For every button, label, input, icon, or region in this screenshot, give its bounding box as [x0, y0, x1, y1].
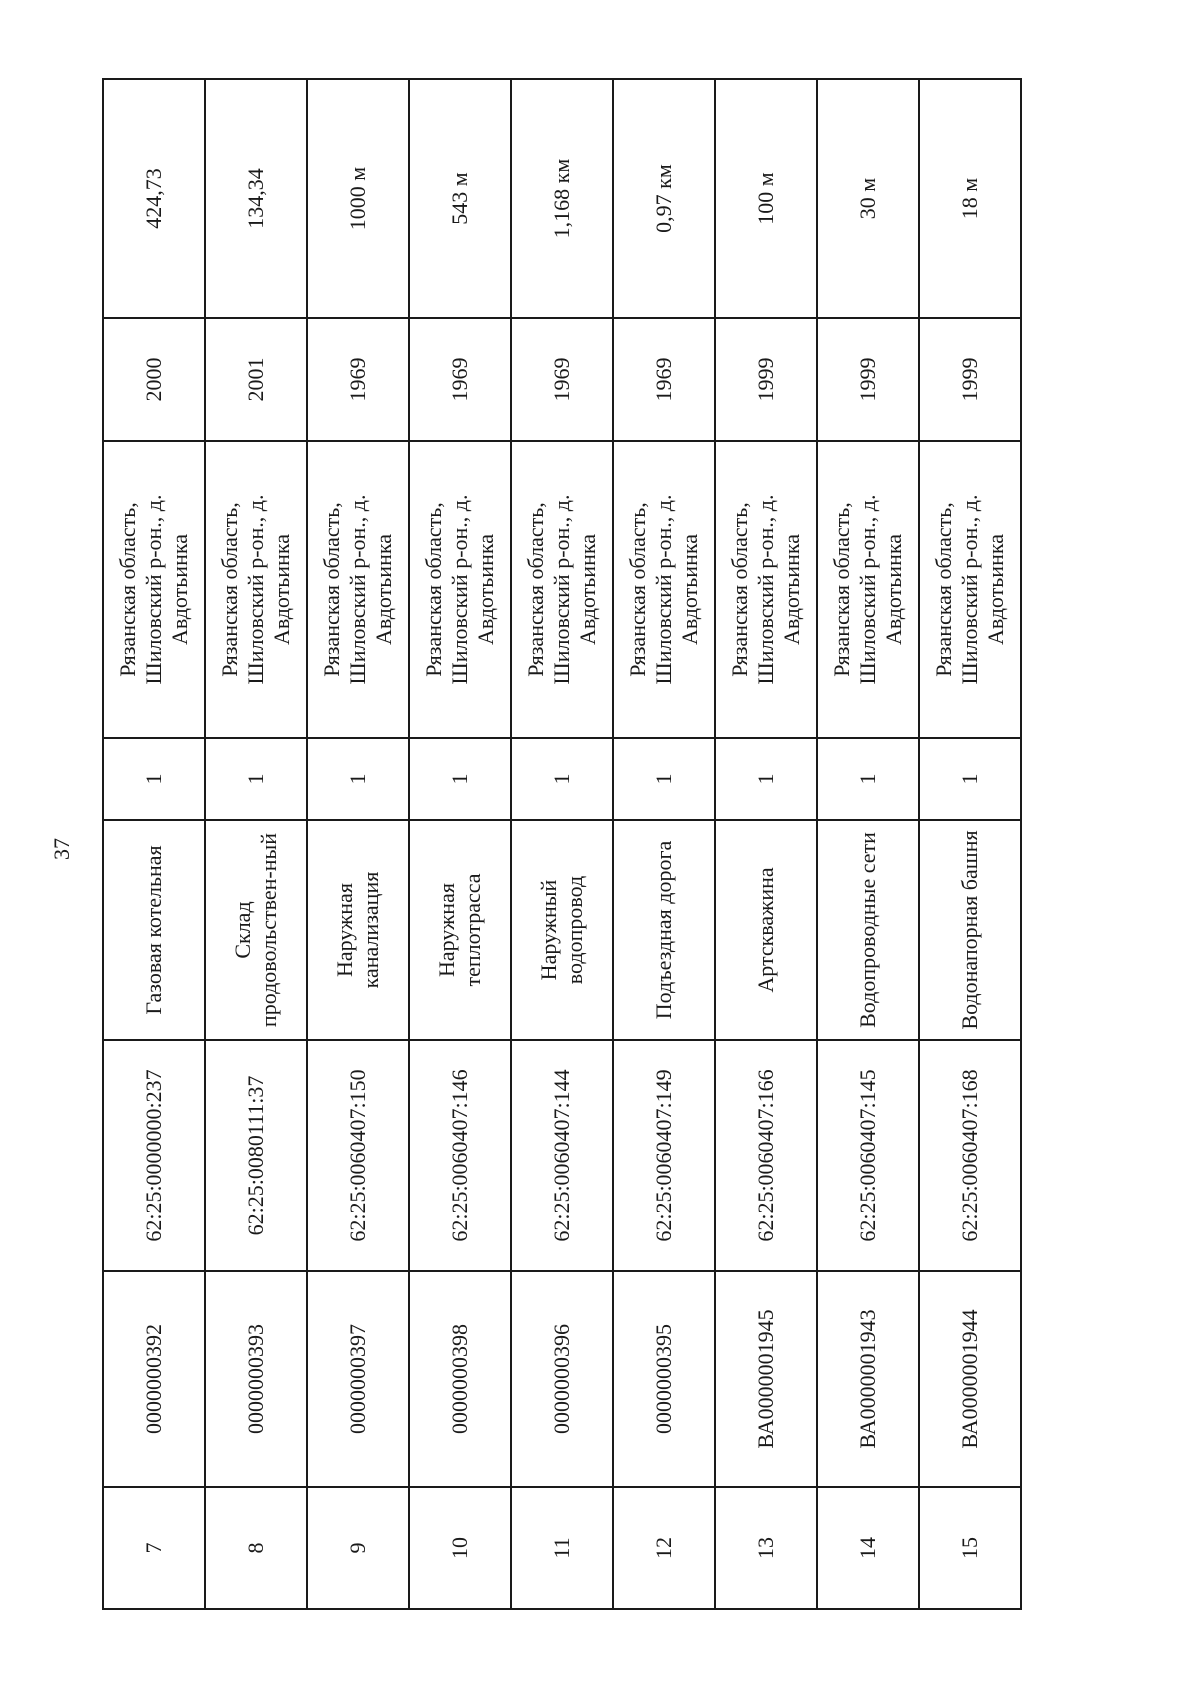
quantity-cell: 1: [919, 738, 1021, 820]
cadastral-number-cell: 62:25:0060407:146: [409, 1040, 511, 1271]
cadastral-number-cell: 62:25:0060407:144: [511, 1040, 613, 1271]
object-name-cell: Наружный водопровод: [511, 820, 613, 1040]
address-cell: Рязанская область, Шиловский р-он., д. Авдотьинка: [307, 441, 409, 738]
table-row: [409, 79, 511, 1609]
quantity-cell: 1: [817, 738, 919, 820]
inventory-number-cell: 0000000393: [205, 1271, 307, 1487]
value-cell: 1000 м: [307, 79, 409, 318]
year-cell: 1999: [817, 318, 919, 441]
cadastral-number-cell: 62:25:0060407:149: [613, 1040, 715, 1271]
object-name-cell: Водонапорная башня: [919, 820, 1021, 1040]
address-cell: Рязанская область, Шиловский р-он., д. Авдотьинка: [919, 441, 1021, 738]
table-row: [613, 79, 715, 1609]
table-row: [919, 79, 1021, 1609]
quantity-cell: 1: [613, 738, 715, 820]
quantity-cell: 1: [511, 738, 613, 820]
table-row: [817, 79, 919, 1609]
object-name-cell: Наружная теплотрасса: [409, 820, 511, 1040]
value-cell: 0,97 км: [613, 79, 715, 318]
page-number: 37: [49, 838, 74, 860]
value-cell: 100 м: [715, 79, 817, 318]
row-number-cell: 9: [307, 1487, 409, 1609]
object-name-cell: Наружная канализация: [307, 820, 409, 1040]
row-number-cell: 12: [613, 1487, 715, 1609]
object-name-cell: Газовая котельная: [103, 820, 205, 1040]
quantity-cell: 1: [307, 738, 409, 820]
row-number-cell: 10: [409, 1487, 511, 1609]
object-name-cell: Подъездная дорога: [613, 820, 715, 1040]
table-body: [103, 79, 1021, 1609]
inventory-number-cell: 0000000392: [103, 1271, 205, 1487]
table-row: [205, 79, 307, 1609]
value-cell: 1,168 км: [511, 79, 613, 318]
year-cell: 2000: [103, 318, 205, 441]
address-cell: Рязанская область, Шиловский р-он., д. Авдотьинка: [715, 441, 817, 738]
inventory-number-cell: ВА0000001945: [715, 1271, 817, 1487]
row-number-cell: 14: [817, 1487, 919, 1609]
value-cell: 134,34: [205, 79, 307, 318]
inventory-number-cell: 0000000398: [409, 1271, 511, 1487]
cadastral-number-cell: 62:25:0060407:150: [307, 1040, 409, 1271]
row-number-cell: 8: [205, 1487, 307, 1609]
cadastral-number-cell: 62:25:0000000:237: [103, 1040, 205, 1271]
value-cell: 30 м: [817, 79, 919, 318]
year-cell: 1969: [511, 318, 613, 441]
row-number-cell: 15: [919, 1487, 1021, 1609]
address-cell: Рязанская область, Шиловский р-он., д. Авдотьинка: [613, 441, 715, 738]
value-cell: 543 м: [409, 79, 511, 318]
table-row: [511, 79, 613, 1609]
inventory-number-cell: ВА0000001944: [919, 1271, 1021, 1487]
cadastral-number-cell: 62:25:0060407:168: [919, 1040, 1021, 1271]
row-number-cell: 11: [511, 1487, 613, 1609]
address-cell: Рязанская область, Шиловский р-он., д. Авдотьинка: [817, 441, 919, 738]
table-row: [307, 79, 409, 1609]
property-registry-table: [102, 78, 1022, 1610]
address-cell: Рязанская область, Шиловский р-он., д. Авдотьинка: [103, 441, 205, 738]
year-cell: 1999: [715, 318, 817, 441]
object-name-cell: Артскважина: [715, 820, 817, 1040]
object-name-cell: Водопроводные сети: [817, 820, 919, 1040]
cadastral-number-cell: 62:25:0080111:37: [205, 1040, 307, 1271]
row-number-cell: 13: [715, 1487, 817, 1609]
inventory-number-cell: 0000000397: [307, 1271, 409, 1487]
address-cell: Рязанская область, Шиловский р-он., д. Авдотьинка: [511, 441, 613, 738]
cadastral-number-cell: 62:25:0060407:166: [715, 1040, 817, 1271]
value-cell: 424,73: [103, 79, 205, 318]
table-row: [103, 79, 205, 1609]
address-cell: Рязанская область, Шиловский р-он., д. Авдотьинка: [205, 441, 307, 738]
quantity-cell: 1: [409, 738, 511, 820]
year-cell: 1969: [613, 318, 715, 441]
year-cell: 1999: [919, 318, 1021, 441]
address-cell: Рязанская область, Шиловский р-он., д. Авдотьинка: [409, 441, 511, 738]
quantity-cell: 1: [715, 738, 817, 820]
row-number-cell: 7: [103, 1487, 205, 1609]
year-cell: 1969: [409, 318, 511, 441]
table-row: [715, 79, 817, 1609]
year-cell: 1969: [307, 318, 409, 441]
rotated-table-wrapper: [102, 80, 1022, 1610]
year-cell: 2001: [205, 318, 307, 441]
value-cell: 18 м: [919, 79, 1021, 318]
inventory-number-cell: 0000000396: [511, 1271, 613, 1487]
quantity-cell: 1: [103, 738, 205, 820]
inventory-number-cell: 0000000395: [613, 1271, 715, 1487]
inventory-number-cell: ВА0000001943: [817, 1271, 919, 1487]
quantity-cell: 1: [205, 738, 307, 820]
cadastral-number-cell: 62:25:0060407:145: [817, 1040, 919, 1271]
object-name-cell: Склад продовольствен-ный: [205, 820, 307, 1040]
